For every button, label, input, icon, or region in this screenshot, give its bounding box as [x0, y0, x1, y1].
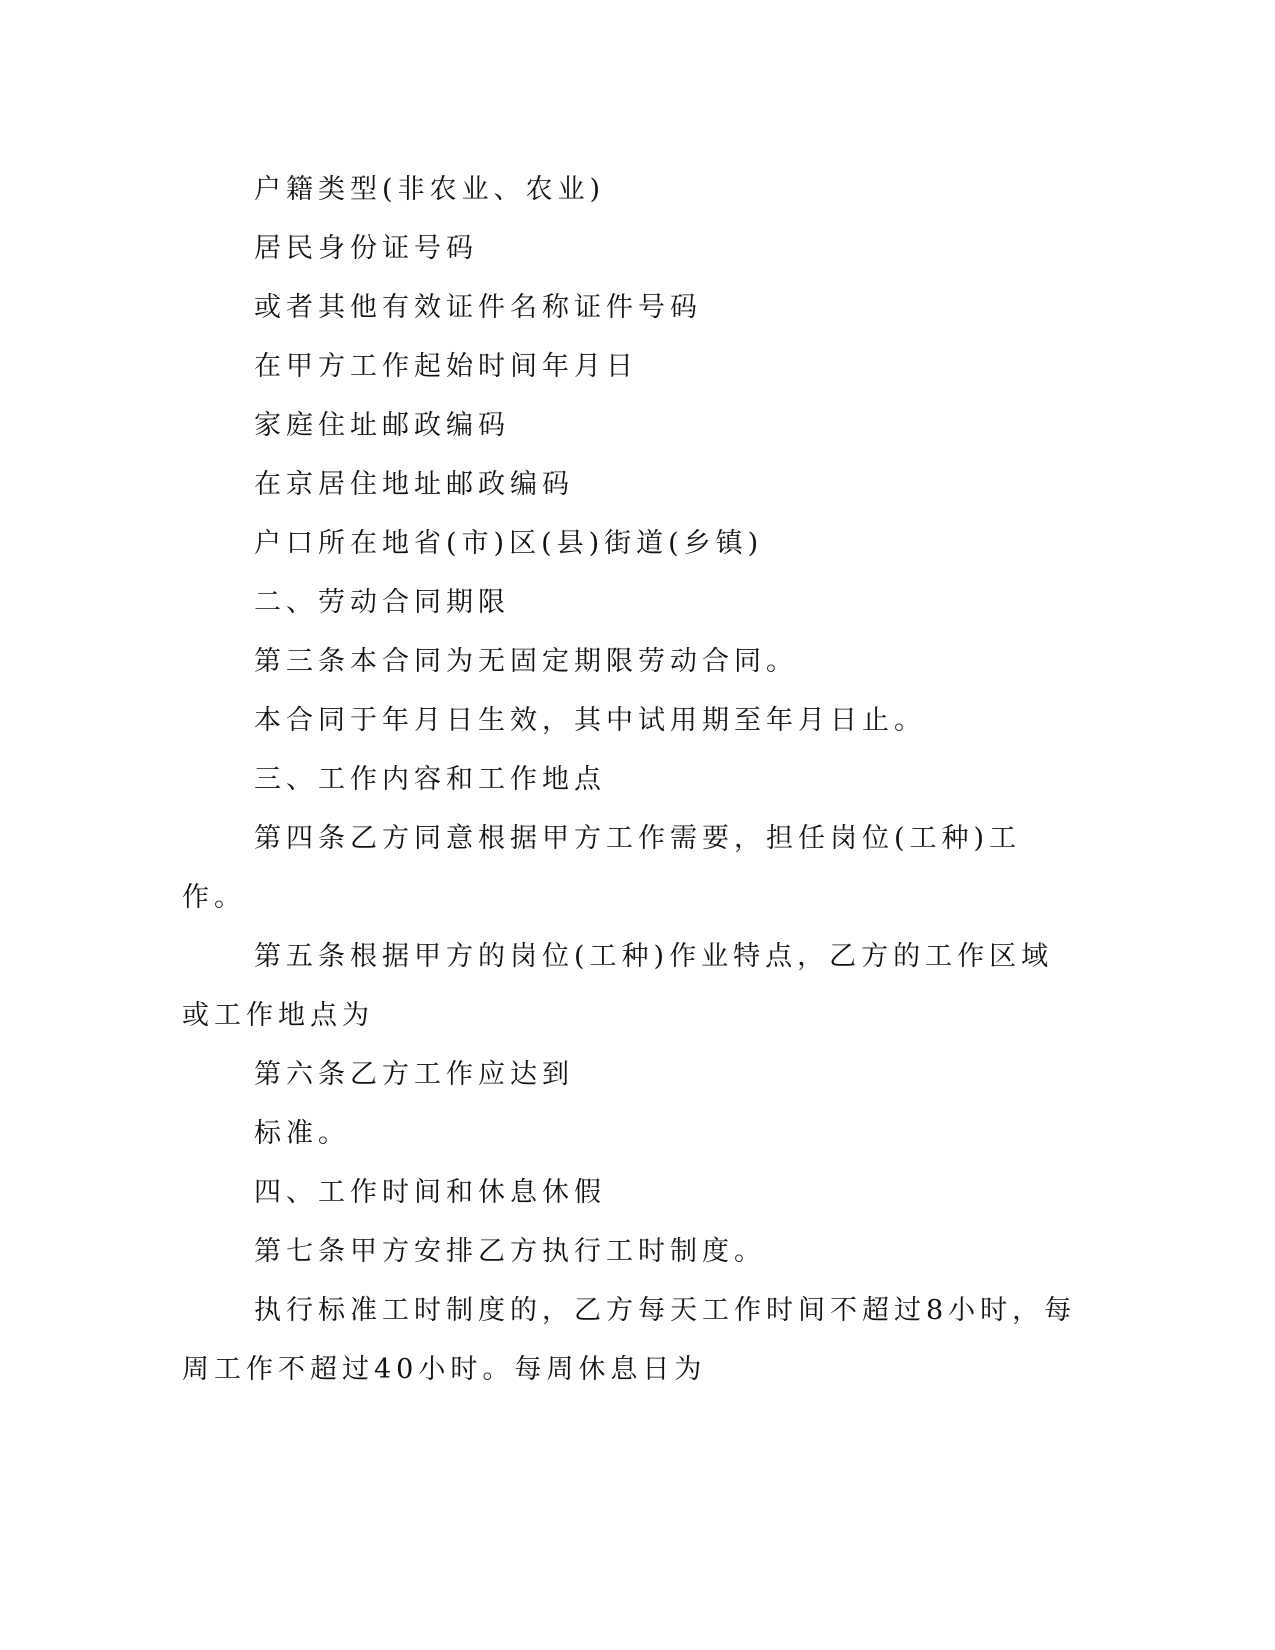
- article-4: 第四条乙方同意根据甲方工作需要，担任岗位(工种)工作。: [182, 823, 1022, 913]
- article-3: 第三条本合同为无固定期限劳动合同。: [254, 646, 798, 677]
- paragraph-household-type: 户籍类型(非农业、农业): [254, 174, 606, 205]
- document-body: [182, 160, 1082, 1399]
- section-heading-contract-term: 二、劳动合同期限: [254, 587, 510, 618]
- article-6: 第六条乙方工作应达到: [254, 1059, 574, 1090]
- paragraph-id-number: 居民身份证号码: [254, 233, 478, 264]
- paragraph-effective-date: 本合同于年月日生效，其中试用期至年月日止。: [254, 705, 926, 736]
- article-5: 第五条根据甲方的岗位(工种)作业特点，乙方的工作区域或工作地点为: [182, 941, 1054, 1031]
- section-heading-work-content: 三、工作内容和工作地点: [254, 764, 606, 795]
- paragraph-home-address: 家庭住址邮政编码: [254, 410, 510, 441]
- paragraph-hukou-location: 户口所在地省(市)区(县)街道(乡镇): [254, 528, 764, 559]
- paragraph-beijing-address: 在京居住地址邮政编码: [254, 469, 574, 500]
- paragraph-standard: 标准。: [254, 1118, 350, 1149]
- paragraph-start-date: 在甲方工作起始时间年月日: [254, 351, 638, 382]
- section-heading-working-hours: 四、工作时间和休息休假: [254, 1177, 606, 1208]
- article-7: 第七条甲方安排乙方执行工时制度。: [254, 1236, 766, 1267]
- paragraph-standard-hours: 执行标准工时制度的，乙方每天工作时间不超过8小时，每周工作不超过40小时。每周休息日为: [182, 1295, 1077, 1385]
- paragraph-other-id: 或者其他有效证件名称证件号码: [254, 292, 702, 323]
